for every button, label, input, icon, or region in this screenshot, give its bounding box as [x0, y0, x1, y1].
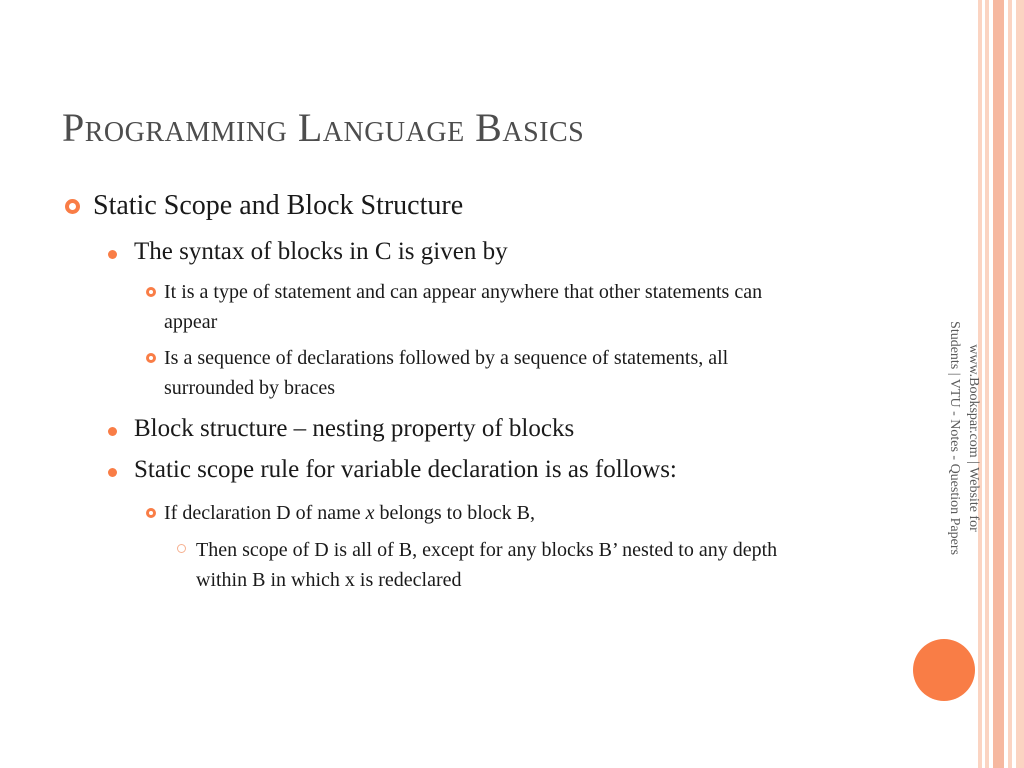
bullet-static-scope-rule: Static scope rule for variable declaration is as follows: — [134, 456, 677, 483]
bullet-static-scope: Static Scope and Block Structure — [93, 190, 464, 221]
bullet-declarations-sequence-line2: surrounded by braces — [164, 377, 336, 399]
bullet-declaration-d-text1: If declaration D of name — [164, 502, 366, 524]
bullet-scope-of-d-line2: within B in which x is redeclared — [196, 569, 462, 591]
bullet-scope-of-d — [196, 535, 777, 595]
decor-circle — [913, 639, 975, 701]
bullet-ring-icon — [65, 199, 80, 214]
bullet-dot-icon — [108, 427, 117, 436]
bullet-statement-type-line1: It is a type of statement and can appear anywhere that other statements can — [164, 281, 763, 303]
side-watermark-line2: Students | VTU - Notes - Question Papers — [947, 321, 962, 555]
bullet-statement-type — [164, 277, 762, 337]
slide-title: Programming Language Basics — [62, 105, 585, 150]
bullet-small-ring-icon — [146, 287, 156, 297]
side-watermark-line1: www.Bookspar.com | Website for — [966, 344, 981, 532]
bullet-dot-icon — [108, 468, 117, 477]
decor-stripe-4 — [1008, 0, 1012, 768]
bullet-declaration-d-var: x — [365, 502, 375, 524]
decor-stripe-2 — [985, 0, 989, 768]
bullet-statement-type-line2: appear — [164, 311, 218, 333]
bullet-small-ring-icon — [146, 353, 156, 363]
bullet-small-ring-icon — [146, 508, 156, 518]
decor-stripe-5 — [1016, 0, 1024, 768]
bullet-dot-icon — [108, 250, 117, 259]
bullet-tiny-ring-icon — [177, 544, 186, 553]
bullet-declaration-d — [164, 498, 535, 528]
bullet-scope-of-d-line1: Then scope of D is all of B, except for any blocks B’ nested to any depth — [196, 539, 778, 561]
side-watermark — [943, 268, 983, 608]
decor-stripe-3 — [993, 0, 1004, 768]
bullet-syntax-blocks: The syntax of blocks in C is given by — [134, 238, 508, 265]
bullet-block-structure: Block structure – nesting property of blocks — [134, 415, 575, 442]
bullet-declaration-d-text2: belongs to block B, — [374, 502, 536, 524]
bullet-declarations-sequence — [164, 343, 728, 403]
bullet-declarations-sequence-line1: Is a sequence of declarations followed by a sequence of statements, all — [164, 347, 729, 369]
